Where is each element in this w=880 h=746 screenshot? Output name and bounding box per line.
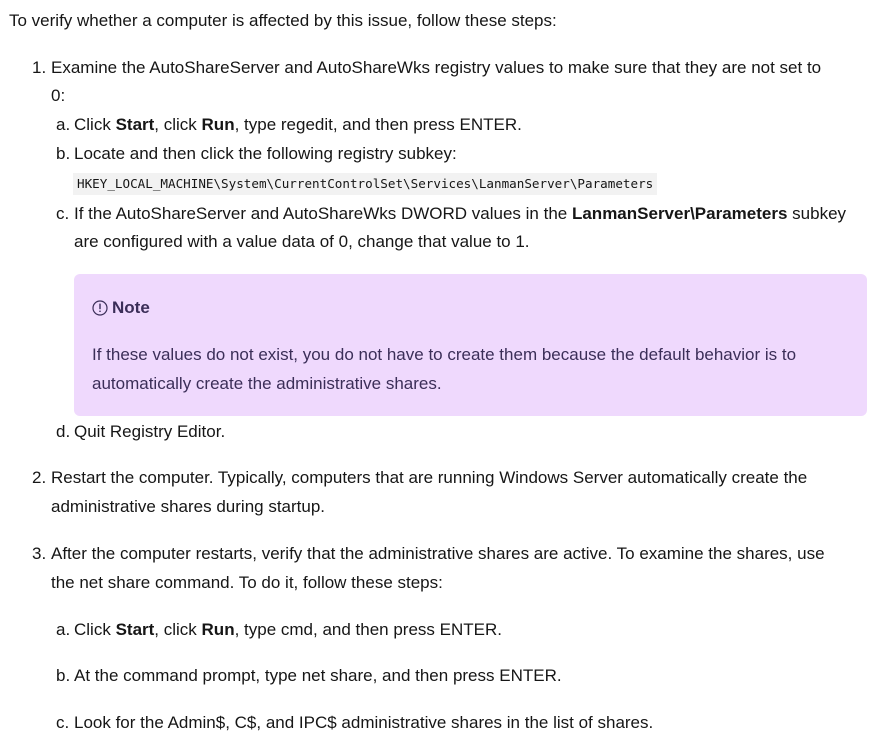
- step-3b-text: At the command prompt, type net share, and then press ENTER.: [74, 666, 562, 685]
- note-callout: [74, 274, 867, 416]
- step-1a-marker: a.: [56, 115, 71, 134]
- note-text-line-1: If these values do not exist, you do not have to create them because the default behavior is to: [92, 345, 797, 364]
- step-1c-text-line-2: are configured with a value data of 0, change that value to 1.: [74, 232, 530, 251]
- intro-text: To verify whether a computer is affected by this issue, follow these steps:: [9, 11, 557, 30]
- step-3c-text: Look for the Admin$, C$, and IPC$ administrative shares in the list of shares.: [74, 713, 654, 732]
- step-2-number: 2.: [32, 468, 47, 487]
- registry-key-bold: LanmanServer\Parameters: [571, 204, 788, 223]
- step-1b-text: Locate and then click the following registry subkey:: [74, 144, 457, 163]
- start-menu-label: Start: [115, 115, 155, 134]
- start-menu-label: Start: [115, 620, 155, 639]
- run-command-label: Run: [201, 115, 235, 134]
- step-1c-text-line-1: If the AutoShareServer and AutoShareWks DWORD values in the LanmanServer\Parameters subkey: [74, 204, 847, 223]
- step-1a-text: Click Start, click Run, type regedit, and then press ENTER.: [74, 115, 522, 134]
- step-2-text-line-2: administrative shares during startup.: [51, 497, 326, 516]
- step-1d-marker: d.: [56, 422, 71, 441]
- step-3a-marker: a.: [56, 620, 71, 639]
- step-1-text-line-2: 0:: [51, 86, 66, 105]
- note-title: Note: [92, 297, 150, 319]
- step-2-text-line-1: Restart the computer. Typically, computers that are running Windows Server automatically create the: [51, 468, 808, 487]
- step-3-text-line-2: the net share command. To do it, follow these steps:: [51, 573, 443, 592]
- step-1-number: 1.: [32, 58, 47, 77]
- step-1c-marker: c.: [56, 204, 70, 223]
- info-icon: [92, 300, 108, 316]
- step-1b-marker: b.: [56, 144, 71, 163]
- step-1d-text: Quit Registry Editor.: [74, 422, 226, 441]
- note-text-line-2: automatically create the administrative shares.: [92, 374, 442, 393]
- run-command-label: Run: [201, 620, 235, 639]
- step-3a-text: Click Start, click Run, type cmd, and then press ENTER.: [74, 620, 502, 639]
- step-3c-marker: c.: [56, 713, 70, 732]
- step-1-text-line-1: Examine the AutoShareServer and AutoShareWks registry values to make sure that they are not set to: [51, 58, 822, 77]
- step-3b-marker: b.: [56, 666, 71, 685]
- step-3-text-line-1: After the computer restarts, verify that the administrative shares are active. To examine the shares, use: [51, 544, 825, 563]
- step-3-number: 3.: [32, 544, 47, 563]
- registry-path-code: HKEY_LOCAL_MACHINE\System\CurrentControlSet\Services\LanmanServer\Parameters: [73, 173, 657, 195]
